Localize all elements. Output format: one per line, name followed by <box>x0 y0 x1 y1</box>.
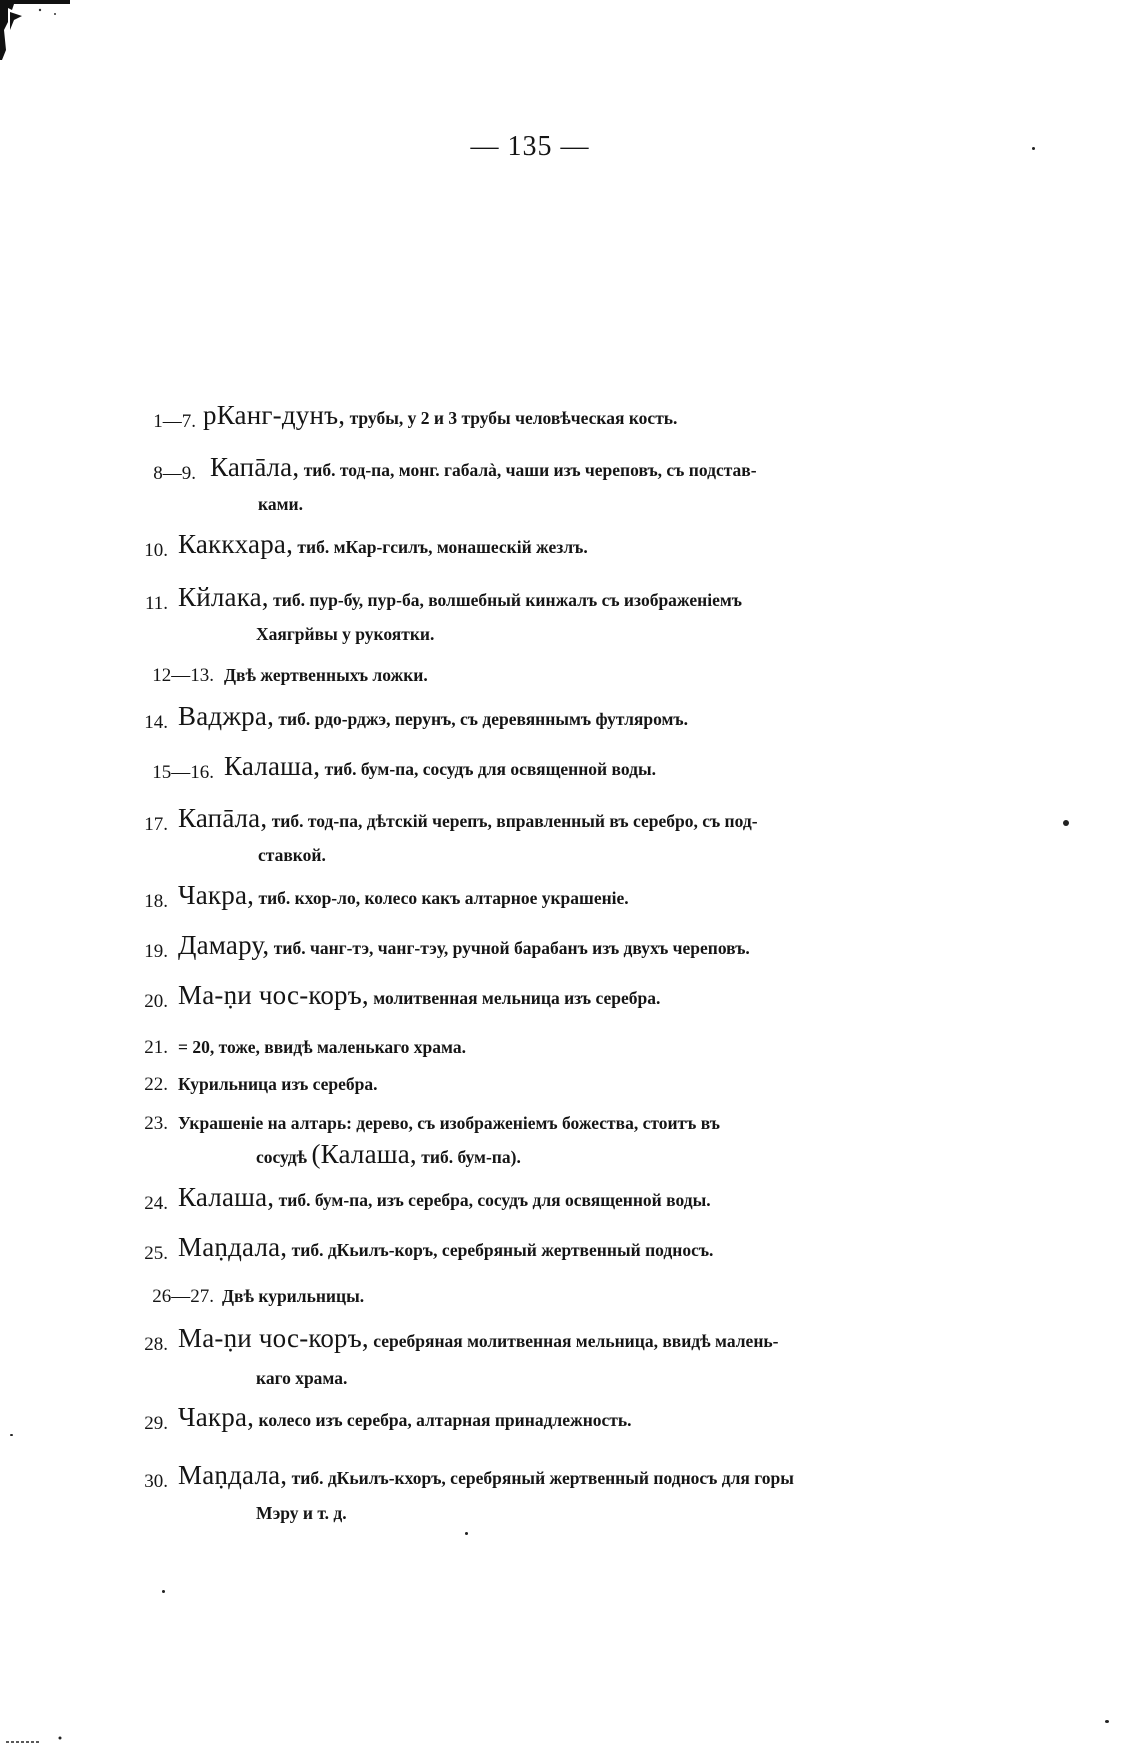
entry-text: тиб. мКар-гсилъ, монашескій жезлъ. <box>297 537 588 557</box>
entry-text: тиб. рдо-рджэ, перунъ, съ деревяннымъ футляромъ. <box>278 709 689 729</box>
entry-term: Ма-ṇи чос-коръ, <box>178 980 369 1010</box>
scan-bottom-artifact <box>0 1730 70 1750</box>
entry-line <box>178 1462 794 1489</box>
scan-speck <box>1032 147 1035 150</box>
entry-number: 20. <box>144 991 168 1012</box>
entry-line <box>178 584 742 611</box>
entry-line <box>178 703 688 730</box>
entry-term: (Калаша, <box>311 1139 417 1169</box>
entry-number: 10. <box>144 540 168 561</box>
entry-term: Калаша, <box>178 1182 275 1212</box>
entry-text: = 20, тоже, ввидѣ маленькаго храма. <box>178 1037 466 1057</box>
scan-speck <box>162 1590 165 1593</box>
entry-number: 19. <box>144 941 168 962</box>
scan-speck <box>465 1532 468 1535</box>
entry-line <box>178 1404 632 1431</box>
entry-number: 17. <box>144 814 168 835</box>
entry-text: тиб. пур-бу, пур-ба, волшебный кинжалъ съ изображеніемъ <box>273 590 742 610</box>
entry-number: 14. <box>144 712 168 733</box>
scan-speck <box>1105 1720 1109 1723</box>
scan-speck <box>10 1434 13 1436</box>
entry-line <box>224 753 656 780</box>
entry-term: Чакра, <box>178 880 255 910</box>
entry-number: 18. <box>144 891 168 912</box>
entry-text: Курильница изъ серебра. <box>178 1074 378 1094</box>
entry-continuation: ставкой. <box>258 845 326 865</box>
entry-term: Маṇдала, <box>178 1232 288 1262</box>
scan-speck <box>1063 820 1069 826</box>
entry-number: 24. <box>144 1193 168 1214</box>
entry-number: 1—7. <box>153 411 196 432</box>
entry-text: трубы, у 2 и 3 трубы человѣческая кость. <box>349 408 678 428</box>
entry-text: тиб. тод-па, дѣтскій черепъ, вправленный въ серебро, съ под- <box>271 811 758 831</box>
entry-text: колесо изъ серебра, алтарная принадлежность. <box>258 1410 632 1430</box>
entry-line <box>178 1184 711 1211</box>
entry-term: Ваджра, <box>178 701 275 731</box>
entry-term: Каккхара, <box>178 529 294 559</box>
entry-text: тиб. чанг-тэ, чанг-тэу, ручной барабанъ изъ двухъ череповъ. <box>273 938 750 958</box>
entry-continuation: ками. <box>258 494 303 514</box>
entry-number: 11. <box>144 593 168 614</box>
entry-text: тиб. бум-па, изъ серебра, сосудъ для освященной воды. <box>278 1190 711 1210</box>
entry-term: Чакра, <box>178 1402 255 1432</box>
entry-continuation: каго храма. <box>256 1368 348 1388</box>
entry-number: 28. <box>144 1334 168 1355</box>
entry-text: тиб. бум-па). <box>421 1147 521 1167</box>
entry-line <box>178 982 660 1009</box>
entry-term: Капāла, <box>178 803 268 833</box>
entry-line <box>210 454 757 481</box>
entry-term: Маṇдала, <box>178 1460 288 1490</box>
entry-continuation: Мэру и т. д. <box>256 1503 347 1523</box>
entry-line <box>178 1325 778 1352</box>
entry-text: Украшеніе на алтарь: дерево, съ изображеніемъ божества, стоитъ въ <box>178 1113 720 1133</box>
entry-text: Двѣ курильницы. <box>222 1286 365 1306</box>
entry-line <box>178 531 588 558</box>
entry-line <box>178 805 758 832</box>
entry-term: Калаша, <box>224 751 321 781</box>
entry-term: Ма-ṇи чос-коръ, <box>178 1323 369 1353</box>
entry-term: рКанг-дунъ, <box>203 400 346 430</box>
entry-continuation: Хаягрйвы у рукоятки. <box>256 624 435 644</box>
entry-number: 23. <box>144 1113 168 1134</box>
entry-term: Дамару, <box>178 930 270 960</box>
entry-number: 8—9. <box>153 463 196 484</box>
entry-text: тиб. дКьилъ-коръ, серебряный жертвенный подносъ. <box>291 1240 714 1260</box>
entry-text: серебряная молитвенная мельница, ввидѣ малень- <box>373 1331 779 1351</box>
entry-line <box>178 1234 713 1261</box>
entry-number: 15—16. <box>152 762 214 783</box>
entry-number: 12—13. <box>152 665 214 686</box>
entry-number: 21. <box>144 1037 168 1058</box>
entry-text: Двѣ жертвенныхъ ложки. <box>224 665 428 685</box>
entry-text: тиб. тод-па, монг. габалà, чаши изъ череповъ, съ подстав- <box>303 460 757 480</box>
entry-number: 26—27. <box>152 1286 214 1307</box>
entry-line <box>203 402 677 429</box>
entry-line <box>178 882 629 909</box>
entry-term: Кйлака, <box>178 582 269 612</box>
entry-text: сосудѣ <box>256 1147 308 1167</box>
entry-number: 30. <box>144 1471 168 1492</box>
entry-text: тиб. бум-па, сосудъ для освященной воды. <box>324 759 656 779</box>
entry-text: тиб. кхор-ло, колесо какъ алтарное украшеніе. <box>258 888 629 908</box>
page-number: — 135 — <box>470 131 590 162</box>
entry-text: тиб. дКьилъ-кхоръ, серебряный жертвенный подносъ для горы <box>291 1468 794 1488</box>
entry-term: Капāла, <box>210 452 300 482</box>
entry-continuation <box>256 1141 521 1168</box>
entry-number: 29. <box>144 1413 168 1434</box>
entry-text: молитвенная мельница изъ серебра. <box>373 988 661 1008</box>
entry-line <box>178 932 750 959</box>
entry-number: 22. <box>144 1074 168 1095</box>
entry-number: 25. <box>144 1243 168 1264</box>
